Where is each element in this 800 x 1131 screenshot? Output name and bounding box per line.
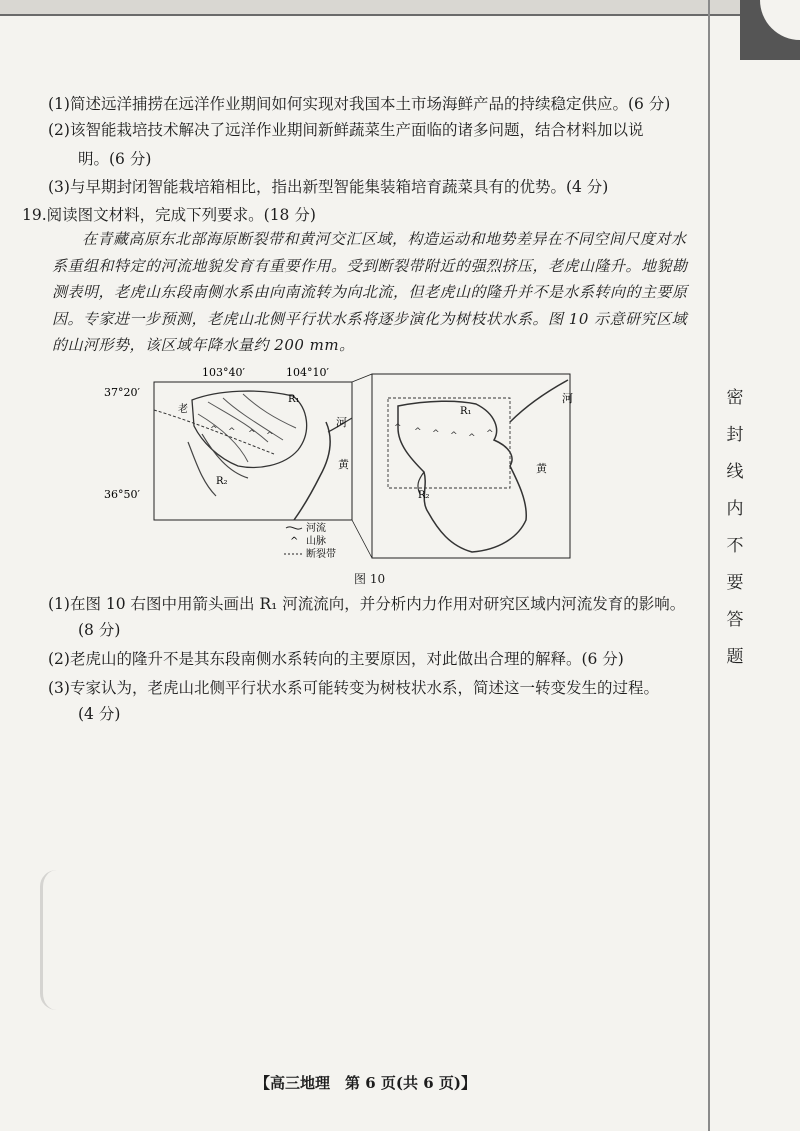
binding-line	[708, 0, 710, 1131]
huang-label-left: 黄	[338, 458, 349, 471]
lon-left-label: 103°40′	[202, 366, 245, 379]
question-19-material	[52, 226, 692, 359]
question-18-2-cont: 明。(6 分)	[78, 150, 152, 168]
r2-label-left: R₂	[216, 476, 228, 487]
question-19-1-cont: (8 分)	[78, 621, 121, 639]
seal-char: 不	[726, 536, 744, 556]
svg-text:^: ^	[248, 429, 256, 439]
he-label-left: 河	[336, 416, 347, 429]
he-label-right: 河	[562, 392, 573, 405]
figure-10-map	[98, 362, 578, 562]
seal-char: 线	[726, 462, 744, 482]
legend-river: 河流	[306, 523, 326, 534]
huang-label-right: 黄	[536, 462, 547, 475]
lat-bottom-label: 36°50′	[104, 488, 140, 501]
legend-river-symbol	[286, 527, 302, 529]
figure-caption: 图 10	[354, 572, 386, 586]
question-19-2: (2)老虎山的隆升不是其东段南侧水系转向的主要原因，对此做出合理的解释。(6 分)	[48, 650, 624, 668]
svg-text:^: ^	[414, 427, 422, 437]
r1-label-left: R₁	[288, 394, 300, 405]
svg-text:^: ^	[450, 431, 458, 441]
lat-top-label: 37°20′	[104, 386, 140, 399]
connector-bottom	[352, 520, 372, 558]
figure-legend	[284, 521, 336, 560]
material-paragraph: 在青藏高原东北部海原断裂带和黄河交汇区域，构造运动和地势差异在不同空间尺度对水系重组和特定的河流地貌发育有重要作用。受到断裂带附近的强烈挤压，老虎山隆升。地貌勘测表明，老虎山东段南侧水系由向南流转为向北流，但老虎山的隆升并不是水系转向的主要原因。专家进一步预测，老虎山北侧平行状水系将逐步演化为树枝状水系。图 10 示意研究区域的山河形势，该区域年降水量约 200 mm。	[52, 230, 688, 354]
legend-fault: 断裂带	[306, 549, 336, 560]
scan-corner	[740, 0, 800, 60]
svg-text:^: ^	[486, 429, 494, 439]
page-footer: 【高三地理 第 6 页(共 6 页)】	[255, 1074, 476, 1092]
r1-label-right: R₁	[460, 406, 472, 417]
question-18-1: (1)简述远洋捕捞在远洋作业期间如何实现对我国本土市场海鲜产品的持续稳定供应。(6 分)	[48, 95, 671, 113]
question-18-2: (2)该智能栽培技术解决了远洋作业期间新鲜蔬菜生产面临的诸多问题，结合材料加以说	[48, 121, 644, 139]
legend-mountain-symbol: ^	[290, 536, 299, 547]
question-18-3: (3)与早期封闭智能栽培箱相比，指出新型智能集装箱培育蔬菜具有的优势。(4 分)	[48, 178, 609, 196]
scan-edge	[0, 0, 800, 16]
seal-char: 要	[726, 573, 744, 593]
scan-smudge	[40, 870, 73, 1010]
question-19-3: (3)专家认为，老虎山北侧平行状水系可能转变为树枝状水系，简述这一转变发生的过程。	[48, 679, 659, 697]
svg-text:^: ^	[228, 427, 236, 437]
svg-text:^: ^	[266, 431, 274, 441]
study-area-box	[388, 398, 510, 488]
seal-char: 题	[726, 647, 744, 667]
question-19-heading: 19.阅读图文材料，完成下列要求。(18 分)	[22, 206, 316, 224]
seal-line-notice	[720, 380, 750, 676]
yellow-river-right	[398, 401, 526, 552]
question-19-1: (1)在图 10 右图中用箭头画出 R₁ 河流流向，并分析内力作用对研究区域内河流发育的影响。	[48, 595, 686, 613]
svg-text:^: ^	[468, 433, 476, 443]
seal-char: 密	[726, 388, 744, 408]
connector-top	[352, 374, 372, 382]
svg-text:^: ^	[210, 425, 218, 435]
yellow-river-inflow-right	[510, 380, 568, 422]
lon-right-label: 104°10′	[286, 366, 329, 379]
laohu-label: 老	[178, 404, 188, 415]
svg-text:^: ^	[394, 423, 402, 433]
yellow-river-left	[294, 422, 330, 520]
seal-char: 封	[726, 425, 744, 445]
seal-char: 答	[726, 610, 744, 630]
r2-label-right: R₂	[418, 490, 430, 501]
question-19-3-cont: (4 分)	[78, 705, 121, 723]
svg-text:^: ^	[432, 429, 440, 439]
legend-mountain: 山脉	[306, 536, 326, 547]
seal-char: 内	[726, 499, 744, 519]
